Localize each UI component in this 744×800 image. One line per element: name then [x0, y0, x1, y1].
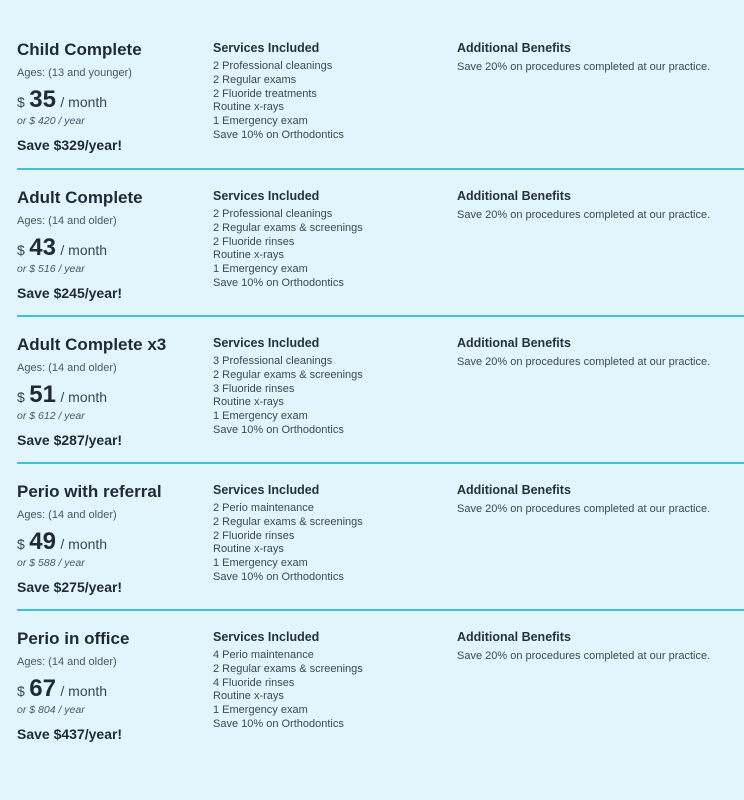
- benefits-heading: Additional Benefits: [457, 630, 571, 644]
- plan-name: Perio in office: [17, 629, 130, 648]
- services-heading: Services Included: [213, 336, 320, 350]
- benefits-column: [457, 188, 744, 222]
- savings-text: Save $287/year!: [17, 432, 123, 448]
- services-list: [213, 60, 443, 143]
- yearly-price: or $ 804 / year: [17, 704, 85, 716]
- service-item: 2 Regular exams: [213, 73, 297, 86]
- plan-row: [0, 0, 744, 170]
- service-item: 2 Regular exams & screenings: [213, 221, 363, 234]
- service-item: Routine x-rays: [213, 249, 284, 262]
- benefits-heading: Additional Benefits: [457, 41, 571, 55]
- benefit-text: Save 20% on procedures completed at our practice.: [457, 503, 711, 515]
- services-heading: Services Included: [213, 483, 320, 497]
- price-amount: 49: [29, 528, 56, 555]
- benefit-text: Save 20% on procedures completed at our practice.: [457, 61, 711, 73]
- price-period: / month: [60, 242, 108, 258]
- service-item: Routine x-rays: [213, 543, 284, 556]
- service-item: 1 Emergency exam: [213, 557, 308, 570]
- service-item: Save 10% on Orthodontics: [213, 717, 344, 730]
- price-period: / month: [60, 94, 108, 110]
- plan-ages: Ages: (14 and older): [17, 509, 117, 521]
- price-period: / month: [60, 536, 108, 552]
- service-item: 2 Professional cleanings: [213, 60, 333, 72]
- services-column: [213, 188, 443, 291]
- plan-price: [17, 528, 207, 556]
- price-amount: 67: [29, 675, 56, 702]
- yearly-price: or $ 516 / year: [17, 263, 85, 275]
- service-item: 2 Regular exams & screenings: [213, 515, 363, 528]
- price-period: / month: [60, 389, 108, 405]
- services-heading: Services Included: [213, 41, 320, 55]
- yearly-price: or $ 588 / year: [17, 557, 85, 569]
- price-period: / month: [60, 683, 108, 699]
- plan-ages: Ages: (14 and older): [17, 215, 117, 227]
- service-item: 3 Fluoride rinses: [213, 382, 295, 395]
- savings-text: Save $245/year!: [17, 285, 123, 301]
- plan-ages: Ages: (14 and older): [17, 362, 117, 374]
- price-amount: 43: [29, 234, 56, 261]
- yearly-price: or $ 612 / year: [17, 410, 85, 422]
- benefits-column: [457, 40, 744, 74]
- savings-text: Save $329/year!: [17, 137, 123, 153]
- services-list: [213, 649, 443, 732]
- services-heading: Services Included: [213, 630, 320, 644]
- currency-symbol: $: [17, 536, 25, 552]
- service-item: 1 Emergency exam: [213, 263, 308, 276]
- service-item: Save 10% on Orthodontics: [213, 423, 344, 436]
- benefit-text: Save 20% on procedures completed at our practice.: [457, 209, 711, 221]
- plan-name: Adult Complete x3: [17, 335, 167, 354]
- service-item: 2 Fluoride treatments: [213, 87, 317, 100]
- plan-ages: Ages: (13 and younger): [17, 67, 132, 79]
- benefit-text: Save 20% on procedures completed at our practice.: [457, 650, 711, 662]
- services-list: [213, 208, 443, 291]
- savings-text: Save $275/year!: [17, 579, 123, 595]
- service-item: 1 Emergency exam: [213, 115, 308, 128]
- service-item: 3 Professional cleanings: [213, 355, 333, 367]
- benefits-heading: Additional Benefits: [457, 189, 571, 203]
- service-item: 2 Fluoride rinses: [213, 235, 295, 248]
- service-item: 4 Perio maintenance: [213, 649, 314, 661]
- benefits-heading: Additional Benefits: [457, 336, 571, 350]
- service-item: 2 Regular exams & screenings: [213, 662, 363, 675]
- benefit-text: Save 20% on procedures completed at our practice.: [457, 356, 711, 368]
- service-item: Save 10% on Orthodontics: [213, 128, 344, 141]
- benefits-column: [457, 335, 744, 369]
- service-item: 2 Regular exams & screenings: [213, 368, 363, 381]
- yearly-price: or $ 420 / year: [17, 115, 85, 127]
- plan-summary: [17, 40, 207, 154]
- plan-price: [17, 675, 207, 703]
- services-column: [213, 335, 443, 438]
- benefits-heading: Additional Benefits: [457, 483, 571, 497]
- price-amount: 35: [29, 86, 56, 113]
- service-item: 4 Fluoride rinses: [213, 676, 295, 689]
- currency-symbol: $: [17, 389, 25, 405]
- price-amount: 51: [29, 381, 56, 408]
- benefits-column: [457, 482, 744, 516]
- currency-symbol: $: [17, 242, 25, 258]
- plan-summary: [17, 629, 207, 743]
- services-list: [213, 502, 443, 585]
- services-column: [213, 629, 443, 732]
- plan-row: [0, 170, 744, 317]
- service-item: 1 Emergency exam: [213, 410, 308, 423]
- plan-price: [17, 381, 207, 409]
- services-column: [213, 482, 443, 585]
- savings-text: Save $437/year!: [17, 726, 123, 742]
- currency-symbol: $: [17, 683, 25, 699]
- service-item: 1 Emergency exam: [213, 704, 308, 717]
- plan-summary: [17, 188, 207, 302]
- service-item: 2 Fluoride rinses: [213, 529, 295, 542]
- plan-row: [0, 464, 744, 611]
- service-item: Routine x-rays: [213, 101, 284, 114]
- services-list: [213, 355, 443, 438]
- service-item: Routine x-rays: [213, 690, 284, 703]
- service-item: 2 Perio maintenance: [213, 502, 314, 514]
- plan-name: Perio with referral: [17, 482, 162, 501]
- plan-price: [17, 86, 207, 114]
- benefits-column: [457, 629, 744, 663]
- service-item: Save 10% on Orthodontics: [213, 570, 344, 583]
- plan-ages: Ages: (14 and older): [17, 656, 117, 668]
- service-item: Routine x-rays: [213, 396, 284, 409]
- plan-name: Adult Complete: [17, 188, 143, 207]
- currency-symbol: $: [17, 94, 25, 110]
- plan-price: [17, 234, 207, 262]
- plan-summary: [17, 335, 207, 449]
- service-item: 2 Professional cleanings: [213, 208, 333, 220]
- plan-name: Child Complete: [17, 40, 142, 59]
- plan-summary: [17, 482, 207, 596]
- services-heading: Services Included: [213, 189, 320, 203]
- services-column: [213, 40, 443, 143]
- service-item: Save 10% on Orthodontics: [213, 276, 344, 289]
- plan-row: [0, 611, 744, 758]
- plan-row: [0, 317, 744, 464]
